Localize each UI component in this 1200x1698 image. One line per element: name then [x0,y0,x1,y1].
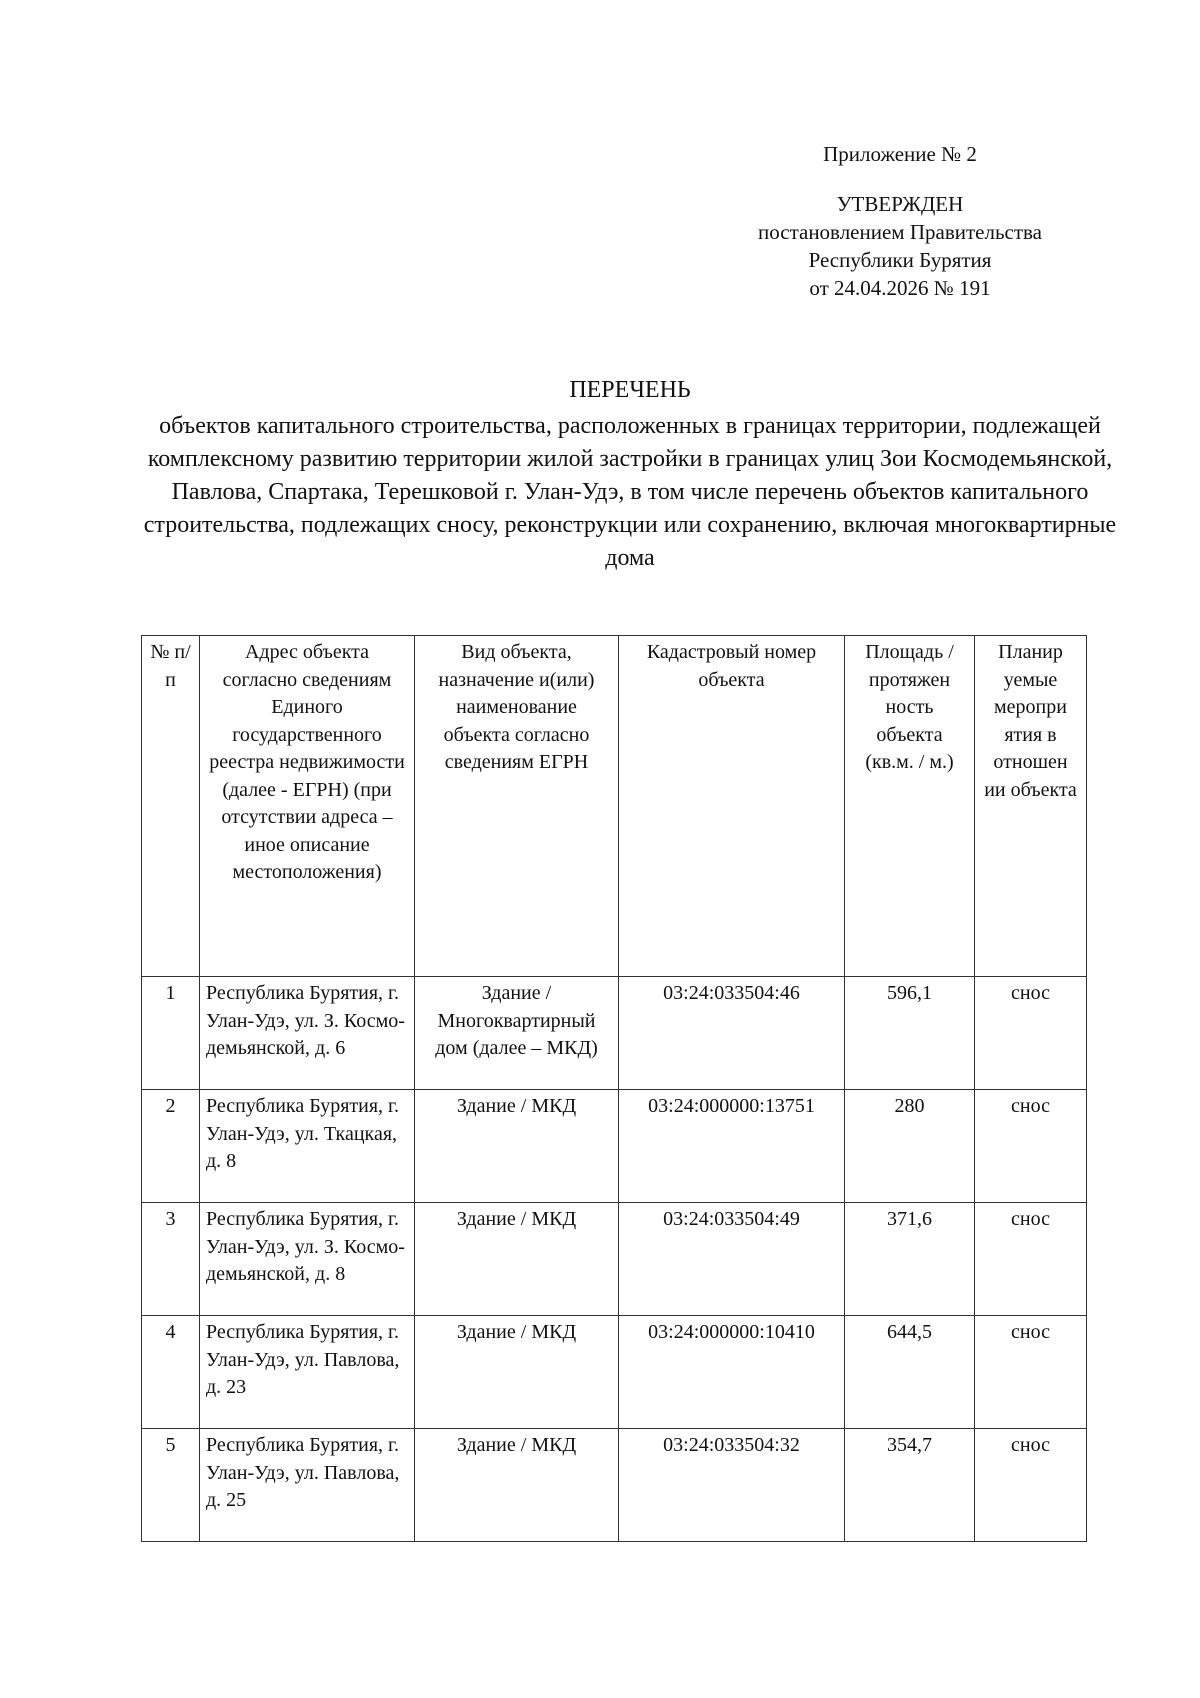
header-planned: Планир уемые меропри ятия в отношен ии объекта [975,636,1087,977]
cell-cadastral: 03:24:033504:49 [619,1203,845,1316]
cell-planned: снос [975,1090,1087,1203]
cell-planned: снос [975,1429,1087,1542]
cell-kind: Здание / МКД [415,1090,619,1203]
cell-kind: Здание / МКД [415,1203,619,1316]
approved-stamp: УТВЕРЖДЕН [836,192,964,216]
table-row [142,977,1087,1090]
objects-table [141,635,1087,1542]
header-cadastral: Кадастровый номер объекта [619,636,845,977]
table-header-row [142,636,1087,977]
cell-num: 2 [142,1090,200,1203]
cell-address: Республика Бурятия, г. Улан-Удэ, ул. Павлова, д. 23 [200,1316,415,1429]
document-subtitle: объектов капитального строительства, расположенных в границах территории, подлежащей комплексному развитию территории жилой застройки в границах улиц Зои Космодемьянской, Павлова, Спартака, Терешковой г. Улан-Удэ, в том числе перечень объектов капитального строительства, подлежащих сносу, реконструкции или сохранению, включая многоквартирные дома [143,413,1117,571]
header-kind: Вид объекта, назначение и(или) наименование объекта согласно сведениям ЕГРН [415,636,619,977]
cell-num: 5 [142,1429,200,1542]
table-row [142,1429,1087,1542]
cell-area: 354,7 [845,1429,975,1542]
cell-kind: Здание / МКД [415,1316,619,1429]
cell-kind: Здание / МКД [415,1429,619,1542]
cell-kind: Здание / Многоквартирный дом (далее – МКД) [415,977,619,1090]
header-address: Адрес объекта согласно сведениям Единого государственного реестра недвижимости (далее - ЕГРН) (при отсутствии адреса – иное описание местоположения) [200,636,415,977]
cell-area: 371,6 [845,1203,975,1316]
cell-planned: снос [975,1203,1087,1316]
cell-area: 644,5 [845,1316,975,1429]
cell-address: Республика Бурятия, г. Улан-Удэ, ул. Ткацкая, д. 8 [200,1090,415,1203]
cell-planned: снос [975,1316,1087,1429]
approved-by-line1: постановлением Правительства [757,220,1042,244]
cell-cadastral: 03:24:000000:10410 [619,1316,845,1429]
cell-cadastral: 03:24:033504:32 [619,1429,845,1542]
cell-num: 1 [142,977,200,1090]
cell-num: 4 [142,1316,200,1429]
cell-address: Республика Бурятия, г. Улан-Удэ, ул. З. Космо-демьянской, д. 8 [200,1203,415,1316]
approval-block [720,140,1080,302]
annex-label [720,140,1080,168]
header-num: № п/п [142,636,200,977]
annex-number: Приложение № 2 [823,142,977,166]
table-row [142,1316,1087,1429]
cell-area: 280 [845,1090,975,1203]
table-row [142,1090,1087,1203]
header-area: Площадь / протяжен ность объекта (кв.м. / м.) [845,636,975,977]
cell-cadastral: 03:24:033504:46 [619,977,845,1090]
table-row [142,1203,1087,1316]
cell-area: 596,1 [845,977,975,1090]
cell-address: Республика Бурятия, г. Улан-Удэ, ул. З. Космо-демьянской, д. 6 [200,977,415,1090]
document-heading [140,374,1120,575]
approval-date-number: от 24.04.2026 № 191 [809,276,991,300]
document-title: ПЕРЕЧЕНЬ [569,377,691,403]
cell-planned: снос [975,977,1087,1090]
cell-address: Республика Бурятия, г. Улан-Удэ, ул. Павлова, д. 25 [200,1429,415,1542]
cell-num: 3 [142,1203,200,1316]
cell-cadastral: 03:24:000000:13751 [619,1090,845,1203]
approved-by-line2: Республики Бурятия [808,248,992,272]
